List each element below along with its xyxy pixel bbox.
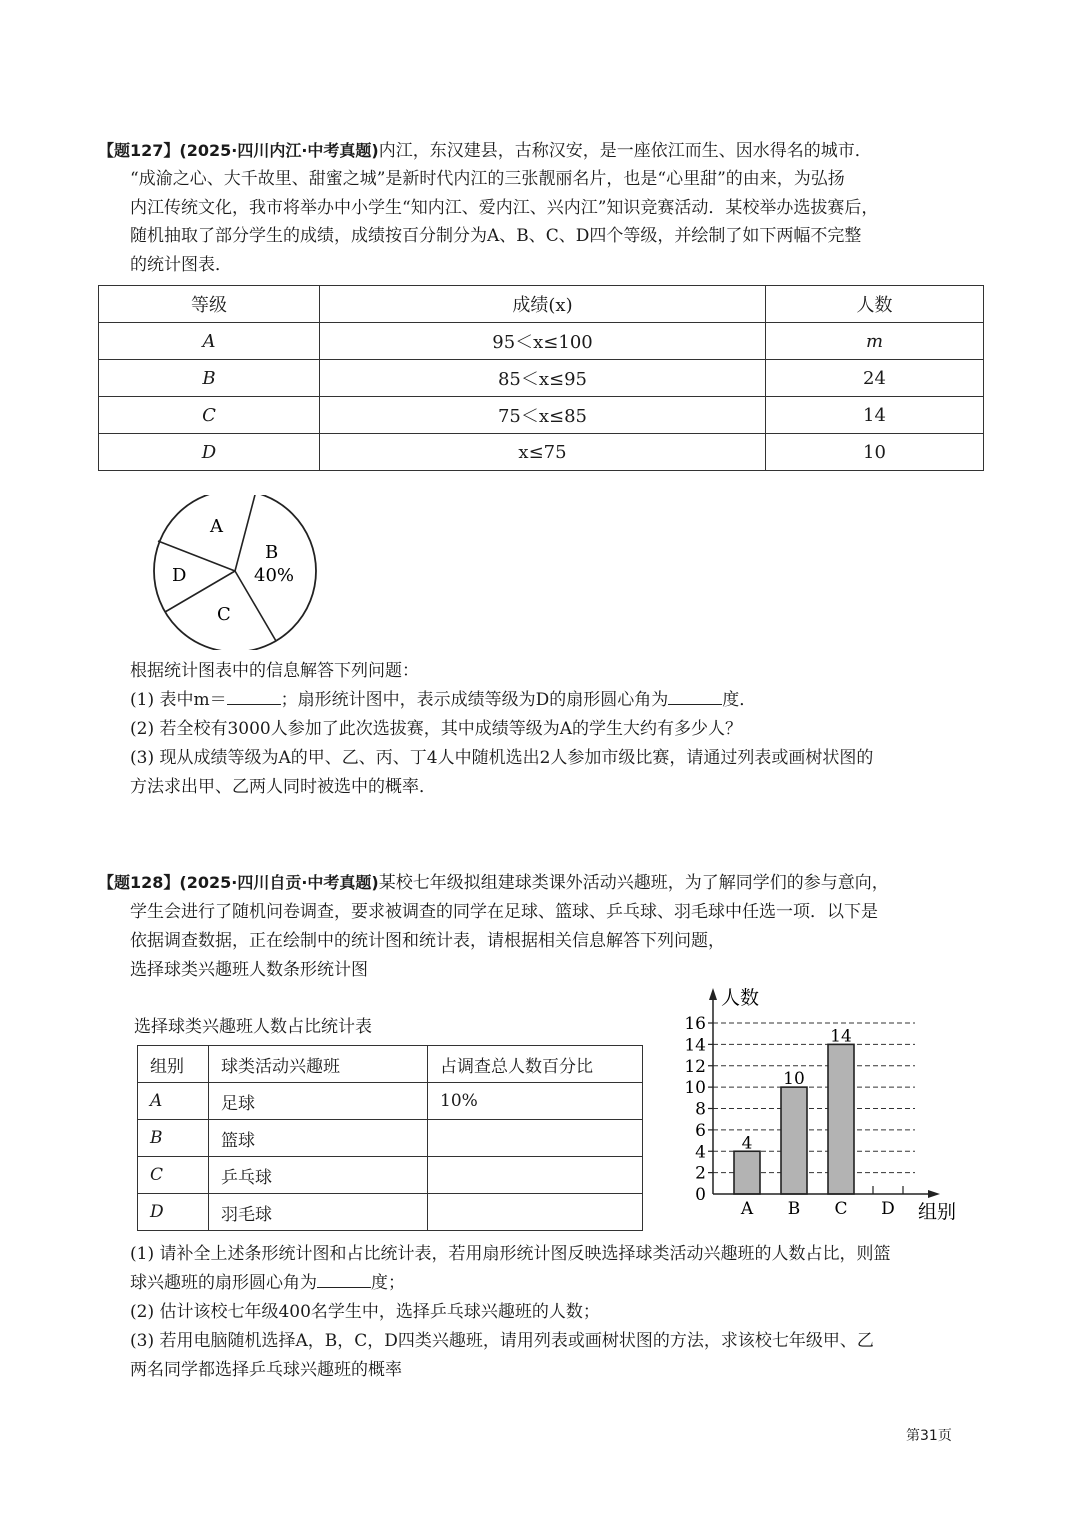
table-header: 成绩(x) <box>320 286 766 323</box>
y-tick-label: 14 <box>684 1035 706 1056</box>
table-cell <box>428 1194 643 1231</box>
pie-divider <box>158 541 235 571</box>
q128-percentage-table <box>137 1045 643 1231</box>
y-tick-label: 10 <box>684 1078 706 1099</box>
y-tick-label: 2 <box>695 1163 706 1184</box>
y-tick-label: 0 <box>695 1185 706 1205</box>
bar-data-label: 10 <box>783 1069 805 1090</box>
q128-question-2: (2) 估计该校七年级400名学生中，选择乒乓球兴趣班的人数； <box>130 1302 600 1322</box>
y-axis-arrow <box>709 988 717 1000</box>
table-cell: 篮球 <box>209 1120 428 1157</box>
table-row <box>138 1157 643 1194</box>
table-row <box>99 434 984 471</box>
q128-bar-chart <box>670 978 970 1233</box>
q127-question-2: (2) 若全校有3000人参加了此次选拔赛，其中成绩等级为A的学生大约有多少人？ <box>130 719 743 739</box>
table-cell: D <box>99 434 320 471</box>
table-row <box>138 1194 643 1231</box>
q127-line-3: 内江传统文化，我市将举办中小学生“知内江、爱内江、兴内江”知识竞赛活动．某校举办选拔赛后， <box>130 198 879 218</box>
pie-label-a: A <box>210 516 223 537</box>
table-header: 等级 <box>99 286 320 323</box>
q128-question-1-cont: 球兴趣班的扇形圆心角为 度； <box>130 1273 405 1293</box>
q128-bar-chart-caption: 选择球类兴趣班人数条形统计图 <box>130 960 368 980</box>
table-cell: C <box>138 1157 209 1194</box>
pie-label-d: D <box>172 565 187 586</box>
x-tick-label: D <box>881 1199 895 1219</box>
q128-question-3-cont: 两名同学都选择乒乓球兴趣班的概率 <box>130 1360 402 1380</box>
table-cell: 14 <box>766 397 984 434</box>
q127-line-5: 的统计图表． <box>130 255 232 275</box>
q128-tag: 【题128】(2025·四川自贡·中考真题) <box>98 873 379 892</box>
answer-blank <box>317 1271 371 1288</box>
bar-a <box>734 1151 760 1194</box>
x-axis-label: 组别 <box>918 1201 957 1223</box>
table-cell: B <box>99 360 320 397</box>
table-cell: 10 <box>766 434 984 471</box>
answer-blank <box>227 688 281 705</box>
x-axis-arrow <box>928 1190 940 1198</box>
q127-line-1: 【题127】(2025·四川内江·中考真题)内江，东汉建县，古称汉安，是一座依江而生、因水得名的城市． <box>98 141 872 161</box>
pie-label-c: C <box>217 604 231 625</box>
table-row <box>138 1083 643 1120</box>
table-row <box>99 360 984 397</box>
q127-question-intro: 根据统计图表中的信息解答下列问题： <box>130 661 419 681</box>
y-tick-label: 16 <box>684 1014 706 1034</box>
table-cell: B <box>138 1120 209 1157</box>
q128-line-3: 依据调查数据，正在绘制中的统计图和统计表，请根据相关信息解答下列问题， <box>130 931 725 951</box>
table-cell: A <box>138 1083 209 1120</box>
pie-label-b-percent: 40% <box>254 565 295 586</box>
table-cell: x≤75 <box>320 434 766 471</box>
table-cell: m <box>766 323 984 360</box>
table-header-row <box>99 286 984 323</box>
table-row <box>99 397 984 434</box>
bar-c <box>828 1044 854 1194</box>
table-header: 球类活动兴趣班 <box>209 1046 428 1083</box>
table-header: 占调查总人数百分比 <box>428 1046 643 1083</box>
table-cell: 羽毛球 <box>209 1194 428 1231</box>
page-number: 第31页 <box>906 1428 952 1444</box>
table-cell: A <box>99 323 320 360</box>
table-row <box>138 1120 643 1157</box>
q128-question-1: (1) 请补全上述条形统计图和占比统计表，若用扇形统计图反映选择球类活动兴趣班的人数占比，则篮 <box>130 1244 891 1264</box>
q127-question-3-cont: 方法求出甲、乙两人同时被选中的概率． <box>130 777 436 797</box>
q127-line-4: 随机抽取了部分学生的成绩，成绩按百分制分为A、B、C、D四个等级，并绘制了如下两幅不完整 <box>130 226 862 246</box>
q127-question-1: (1) 表中m＝ ；扇形统计图中，表示成绩等级为D的扇形圆心角为 度． <box>130 690 757 710</box>
bar-data-label: 14 <box>830 1026 852 1047</box>
x-tick-label: B <box>787 1199 801 1219</box>
q128-line-1: 【题128】(2025·四川自贡·中考真题)某校七年级拟组建球类课外活动兴趣班，为了解同学们的参与意向， <box>98 873 889 893</box>
bar-b <box>781 1087 807 1194</box>
table-header: 人数 <box>766 286 984 323</box>
table-cell: C <box>99 397 320 434</box>
x-tick-label: C <box>834 1199 848 1219</box>
q128-line-2: 学生会进行了随机问卷调查，要求被调查的同学在足球、篮球、乒乓球、羽毛球中任选一项．以下是 <box>130 902 878 922</box>
table-row <box>99 323 984 360</box>
q128-question-3: (3) 若用电脑随机选择A，B，C，D四类兴趣班，请用列表或画树状图的方法，求该校七年级甲、乙 <box>130 1331 874 1351</box>
q127-pie-chart <box>150 495 320 650</box>
x-tick-label: A <box>740 1199 754 1219</box>
table-cell: D <box>138 1194 209 1231</box>
table-cell: 75＜x≤85 <box>320 397 766 434</box>
q127-line-2: “成渝之心、大千故里、甜蜜之城”是新时代内江的三张靓丽名片，也是“心里甜”的由来，为弘扬 <box>130 169 845 189</box>
table-cell: 24 <box>766 360 984 397</box>
q127-tag: 【题127】(2025·四川内江·中考真题) <box>98 141 379 160</box>
table-cell: 95＜x≤100 <box>320 323 766 360</box>
y-tick-label: 12 <box>684 1056 706 1077</box>
q127-question-3: (3) 现从成绩等级为A的甲、乙、丙、丁4人中随机选出2人参加市级比赛，请通过列表或画树状图的 <box>130 748 874 768</box>
table-cell: 乒乓球 <box>209 1157 428 1194</box>
y-tick-label: 8 <box>695 1099 706 1120</box>
table-cell: 85＜x≤95 <box>320 360 766 397</box>
y-tick-label: 4 <box>695 1142 706 1163</box>
table-header-row <box>138 1046 643 1083</box>
table-cell <box>428 1157 643 1194</box>
pie-divider <box>235 495 256 571</box>
table-cell: 足球 <box>209 1083 428 1120</box>
answer-blank <box>668 688 722 705</box>
table-cell: 10% <box>428 1083 643 1120</box>
table-cell <box>428 1120 643 1157</box>
q128-table-caption: 选择球类兴趣班人数占比统计表 <box>134 1017 372 1037</box>
pie-label-b: B <box>265 542 279 563</box>
table-header: 组别 <box>138 1046 209 1083</box>
y-tick-label: 6 <box>695 1120 706 1141</box>
q127-grade-table <box>98 285 984 471</box>
bar-data-label: 4 <box>741 1133 753 1154</box>
y-axis-label: 人数 <box>721 987 760 1009</box>
